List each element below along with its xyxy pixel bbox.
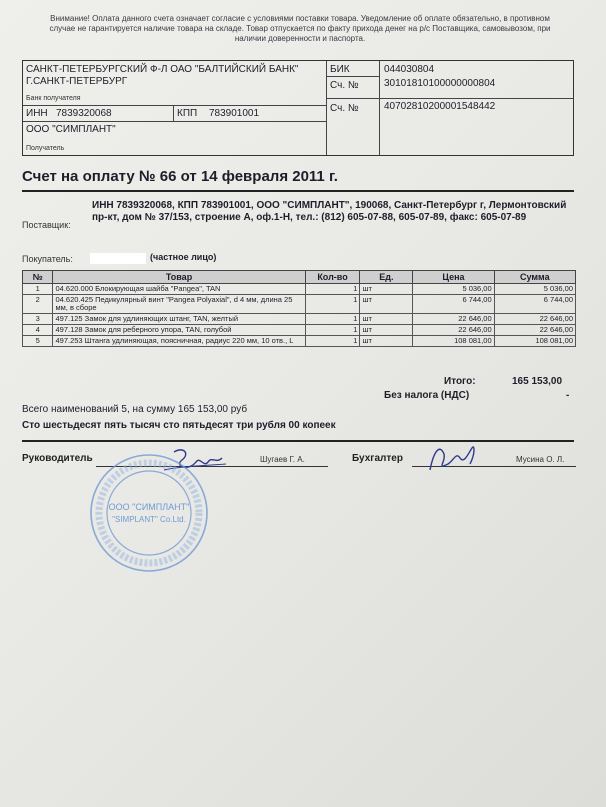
title-rule <box>22 190 574 192</box>
items-table <box>22 270 576 347</box>
row-sum: 108 081,00 <box>494 336 575 347</box>
accountant-label: Бухгалтер <box>352 453 403 464</box>
row-qty: 1 <box>305 314 360 325</box>
payment-notice: Внимание! Оплата данного счета означает согласие с условиями поставки товара. Уведомление об оплате обязательно, в противном случае не гарантируется наличие товара на складе. Товар отпускается по факту прихода денег на р/с Поставщика, самовывозом, при наличии доверенности и паспорта. <box>49 14 551 43</box>
bank-divider <box>326 98 574 99</box>
row-qty: 1 <box>305 295 360 314</box>
account-value: 40702810200001548442 <box>384 101 496 112</box>
accountant-signature <box>420 440 486 482</box>
row-sum: 22 646,00 <box>494 314 575 325</box>
bank-name: САНКТ-ПЕТЕРБУРГСКИЙ Ф-Л ОАО "БАЛТИЙСКИЙ БАНК" <box>26 64 299 75</box>
kpp-value: 783901001 <box>209 108 260 119</box>
director-name: Шугаев Г. А. <box>260 455 305 464</box>
row-price: 108 081,00 <box>413 336 494 347</box>
row-item: 497.128 Замок для реберного упора, TAN, голубой <box>53 325 305 336</box>
table-row <box>23 295 576 314</box>
row-unit: шт <box>360 284 413 295</box>
row-unit: шт <box>360 295 413 314</box>
table-row <box>23 284 576 295</box>
total-value: 165 153,00 <box>512 376 563 387</box>
row-unit: шт <box>360 336 413 347</box>
col-qty: Кол-во <box>305 271 360 284</box>
bank-city: Г.САНКТ-ПЕТЕРБУРГ <box>26 76 128 87</box>
bank-divider <box>326 76 379 77</box>
col-unit: Ед. <box>360 271 413 284</box>
row-qty: 1 <box>305 284 360 295</box>
account-label: Сч. № <box>330 103 359 114</box>
row-price: 6 744,00 <box>413 295 494 314</box>
row-number: 5 <box>23 336 53 347</box>
row-price: 22 646,00 <box>413 314 494 325</box>
buyer-label: Покупатель: <box>22 254 73 264</box>
row-price: 22 646,00 <box>413 325 494 336</box>
recipient-name: ООО "СИМПЛАНТ" <box>26 124 116 135</box>
table-header-row <box>23 271 576 284</box>
row-item: 497.125 Замок для удлиняющих штанг, TAN, желтый <box>53 314 305 325</box>
row-number: 2 <box>23 295 53 314</box>
col-item: Товар <box>53 271 305 284</box>
bik-label: БИК <box>330 64 350 75</box>
row-sum: 22 646,00 <box>494 325 575 336</box>
row-unit: шт <box>360 314 413 325</box>
invoice-title: Счет на оплату № 66 от 14 февраля 2011 г. <box>22 168 338 185</box>
total-label: Итого: <box>444 376 476 387</box>
row-number: 3 <box>23 314 53 325</box>
buyer-note: (частное лицо) <box>150 252 217 262</box>
recipient-bank-label: Банк получателя <box>26 95 81 102</box>
company-stamp <box>88 452 210 574</box>
col-price: Цена <box>413 271 494 284</box>
bank-divider <box>379 61 380 155</box>
row-price: 5 036,00 <box>413 284 494 295</box>
buyer-redacted-box <box>90 253 146 264</box>
row-item: 04.620.000 Блокирующая шайба "Pangea", TAN <box>53 284 305 295</box>
bank-divider <box>23 105 326 106</box>
stamp-name-ru: ООО "СИМПЛАНТ" <box>108 502 190 512</box>
vat-label: Без налога (НДС) <box>384 390 470 401</box>
row-sum: 6 744,00 <box>494 295 575 314</box>
director-label: Руководитель <box>22 453 93 464</box>
col-sum: Сумма <box>494 271 575 284</box>
amount-in-words: Сто шестьдесят пять тысяч сто пятьдесят три рубля 00 копеек <box>22 420 336 431</box>
accountant-name: Мусина О. Л. <box>516 455 565 464</box>
supplier-label: Поставщик: <box>22 220 71 230</box>
inn-value: 7839320068 <box>56 108 112 119</box>
bik-value: 044030804 <box>384 64 435 75</box>
vat-value: - <box>566 390 570 401</box>
row-number: 4 <box>23 325 53 336</box>
row-sum: 5 036,00 <box>494 284 575 295</box>
kpp-label: КПП <box>177 108 198 119</box>
recipient-label: Получатель <box>26 145 65 152</box>
bank-divider <box>23 121 326 122</box>
bank-details <box>22 60 574 156</box>
table-row <box>23 314 576 325</box>
supplier-details: ИНН 7839320068, КПП 783901001, ООО "СИМПЛАНТ", 190068, Санкт-Петербург г, Лермонтовский пр-кт, дом № 37/153, строение А, оф.1-Н, тел.: (812) 605-07-88, 605-07-89, факс: 605-07-89 <box>92 200 567 223</box>
row-qty: 1 <box>305 336 360 347</box>
summary-rule <box>22 440 574 442</box>
table-row <box>23 325 576 336</box>
row-qty: 1 <box>305 325 360 336</box>
row-number: 1 <box>23 284 53 295</box>
corr-account-label: Сч. № <box>330 80 359 91</box>
corr-account-value: 30101810100000000804 <box>384 78 496 89</box>
summary-line: Всего наименований 5, на сумму 165 153,00 руб <box>22 404 248 415</box>
row-item: 04.620.425 Педикулярный винт "Pangea Polyaxial", d 4 мм, длина 25 мм, в сборе <box>53 295 305 314</box>
row-item: 497.253 Штанга удлиняющая, поясничная, радиус 220 мм, 10 отв., L <box>53 336 305 347</box>
row-unit: шт <box>360 325 413 336</box>
inn-label: ИНН <box>26 108 48 119</box>
table-row <box>23 336 576 347</box>
col-number: № <box>23 271 53 284</box>
bank-divider <box>173 105 174 121</box>
stamp-name-en: "SIMPLANT" Co.Ltd. <box>112 515 186 524</box>
